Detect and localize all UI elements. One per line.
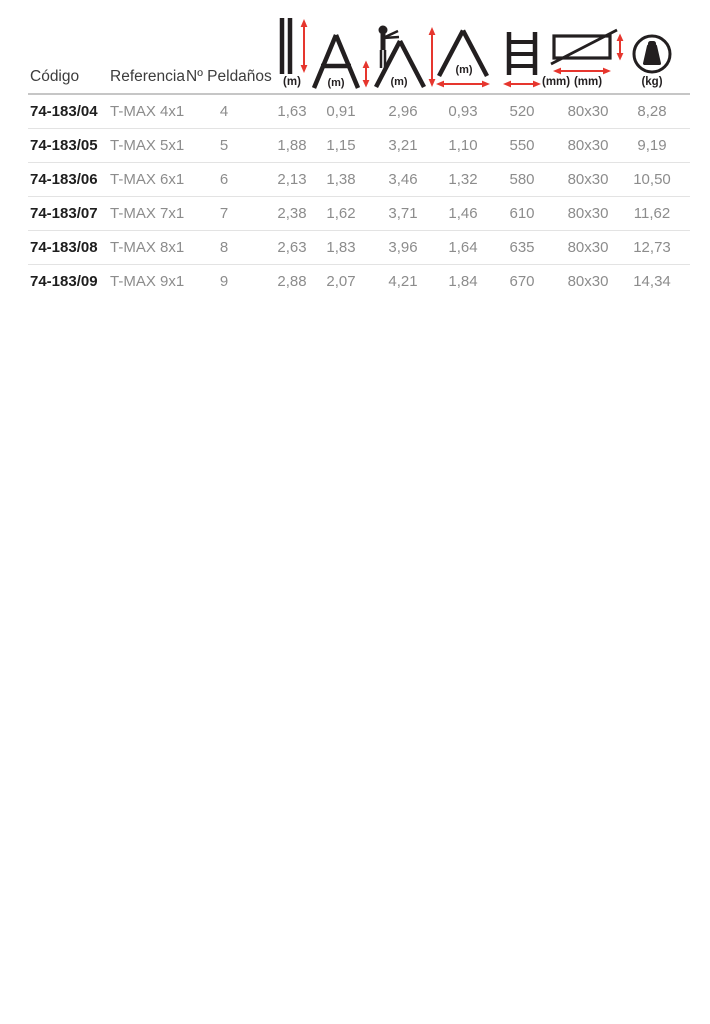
cell-working-height: 3,21: [388, 137, 418, 154]
ladder-rungs-icon: [502, 31, 542, 89]
cell-codigo: 74-183/09: [30, 273, 98, 290]
cell-weight-kg: 8,28: [637, 103, 667, 120]
unit-label: (m): [327, 77, 345, 89]
cell-weight-kg: 10,50: [633, 171, 671, 188]
cell-open-width: 1,10: [448, 137, 478, 154]
cell-closed-length: 2,88: [277, 273, 307, 290]
cell-weight-kg: 14,34: [633, 273, 671, 290]
unit-label: (kg): [641, 76, 663, 88]
cell-closed-length: 2,13: [277, 171, 307, 188]
unit-label: (mm): [542, 76, 571, 88]
table-row: [28, 197, 690, 231]
cell-width-mm: 635: [509, 239, 535, 256]
table-row: [28, 163, 690, 197]
table-row: [28, 265, 690, 298]
column-header-open-width: [444, 0, 482, 93]
cell-weight-kg: 12,73: [633, 239, 671, 256]
cell-peldanos: 7: [219, 205, 229, 222]
cell-closed-length: 1,63: [277, 103, 307, 120]
cell-open-height: 2,07: [326, 273, 356, 290]
cell-open-height: 1,83: [326, 239, 356, 256]
cell-open-height: 1,62: [326, 205, 356, 222]
cell-referencia: T-MAX 5x1: [110, 137, 185, 154]
cell-working-height: 2,96: [388, 103, 418, 120]
closed-ladder-icon: [274, 17, 310, 75]
cell-peldanos: 4: [219, 103, 229, 120]
cell-referencia: T-MAX 9x1: [110, 273, 185, 290]
cell-width-mm: 520: [509, 103, 535, 120]
unit-label: (m): [390, 76, 408, 88]
cell-open-height: 1,15: [326, 137, 356, 154]
cell-width-mm: 610: [509, 205, 535, 222]
column-header-width-mm: [482, 0, 571, 93]
weight-icon: [631, 33, 673, 75]
cell-peldanos: 8: [219, 239, 229, 256]
cell-open-width: 1,32: [448, 171, 478, 188]
table-row: [28, 129, 690, 163]
cell-width-mm: 550: [509, 137, 535, 154]
column-header-profile-mm: [562, 0, 614, 93]
column-header-codigo: Código: [30, 68, 80, 85]
cell-codigo: 74-183/08: [30, 239, 98, 256]
cell-closed-length: 2,38: [277, 205, 307, 222]
cell-referencia: T-MAX 7x1: [110, 205, 185, 222]
cell-codigo: 74-183/05: [30, 137, 98, 154]
cell-profile-mm: 80x30: [567, 171, 609, 188]
column-header-open-height: [320, 0, 362, 93]
unit-label: (m): [455, 64, 473, 76]
cell-working-height: 3,71: [388, 205, 418, 222]
column-header-weight-kg: [614, 0, 690, 93]
cell-working-height: 4,21: [388, 273, 418, 290]
ladder-spec-table: [28, 0, 690, 298]
cell-peldanos: 5: [219, 137, 229, 154]
cell-open-width: 1,46: [448, 205, 478, 222]
cell-referencia: T-MAX 4x1: [110, 103, 185, 120]
table-row: [28, 231, 690, 265]
cell-working-height: 3,96: [388, 239, 418, 256]
cell-profile-mm: 80x30: [567, 205, 609, 222]
cell-weight-kg: 11,62: [633, 205, 671, 222]
table-header-row: [28, 0, 690, 95]
cell-weight-kg: 9,19: [637, 137, 667, 154]
person-on-ladder-icon: [368, 25, 438, 89]
table-row: [28, 95, 690, 129]
cell-open-width: 1,84: [448, 273, 478, 290]
cell-open-height: 0,91: [326, 103, 356, 120]
column-header-referencia: Referencia: [110, 68, 185, 85]
cell-codigo: 74-183/04: [30, 103, 98, 120]
cell-open-width: 0,93: [448, 103, 478, 120]
cell-profile-mm: 80x30: [567, 103, 609, 120]
cell-profile-mm: 80x30: [567, 273, 609, 290]
cell-peldanos: 6: [219, 171, 229, 188]
cell-working-height: 3,46: [388, 171, 418, 188]
cell-open-width: 1,64: [448, 239, 478, 256]
column-header-num-peldanos: Nº Peldaños: [186, 68, 272, 85]
column-header-working-height: [362, 0, 444, 93]
cell-codigo: 74-183/06: [30, 171, 98, 188]
cell-closed-length: 1,88: [277, 137, 307, 154]
cell-peldanos: 9: [219, 273, 229, 290]
cell-open-height: 1,38: [326, 171, 356, 188]
cell-width-mm: 580: [509, 171, 535, 188]
cell-width-mm: 670: [509, 273, 535, 290]
cell-codigo: 74-183/07: [30, 205, 98, 222]
cell-profile-mm: 80x30: [567, 239, 609, 256]
unit-label: (mm): [573, 76, 603, 88]
cell-referencia: T-MAX 8x1: [110, 239, 185, 256]
cell-closed-length: 2,63: [277, 239, 307, 256]
cell-profile-mm: 80x30: [567, 137, 609, 154]
cell-referencia: T-MAX 6x1: [110, 171, 185, 188]
unit-label: (m): [283, 76, 301, 88]
